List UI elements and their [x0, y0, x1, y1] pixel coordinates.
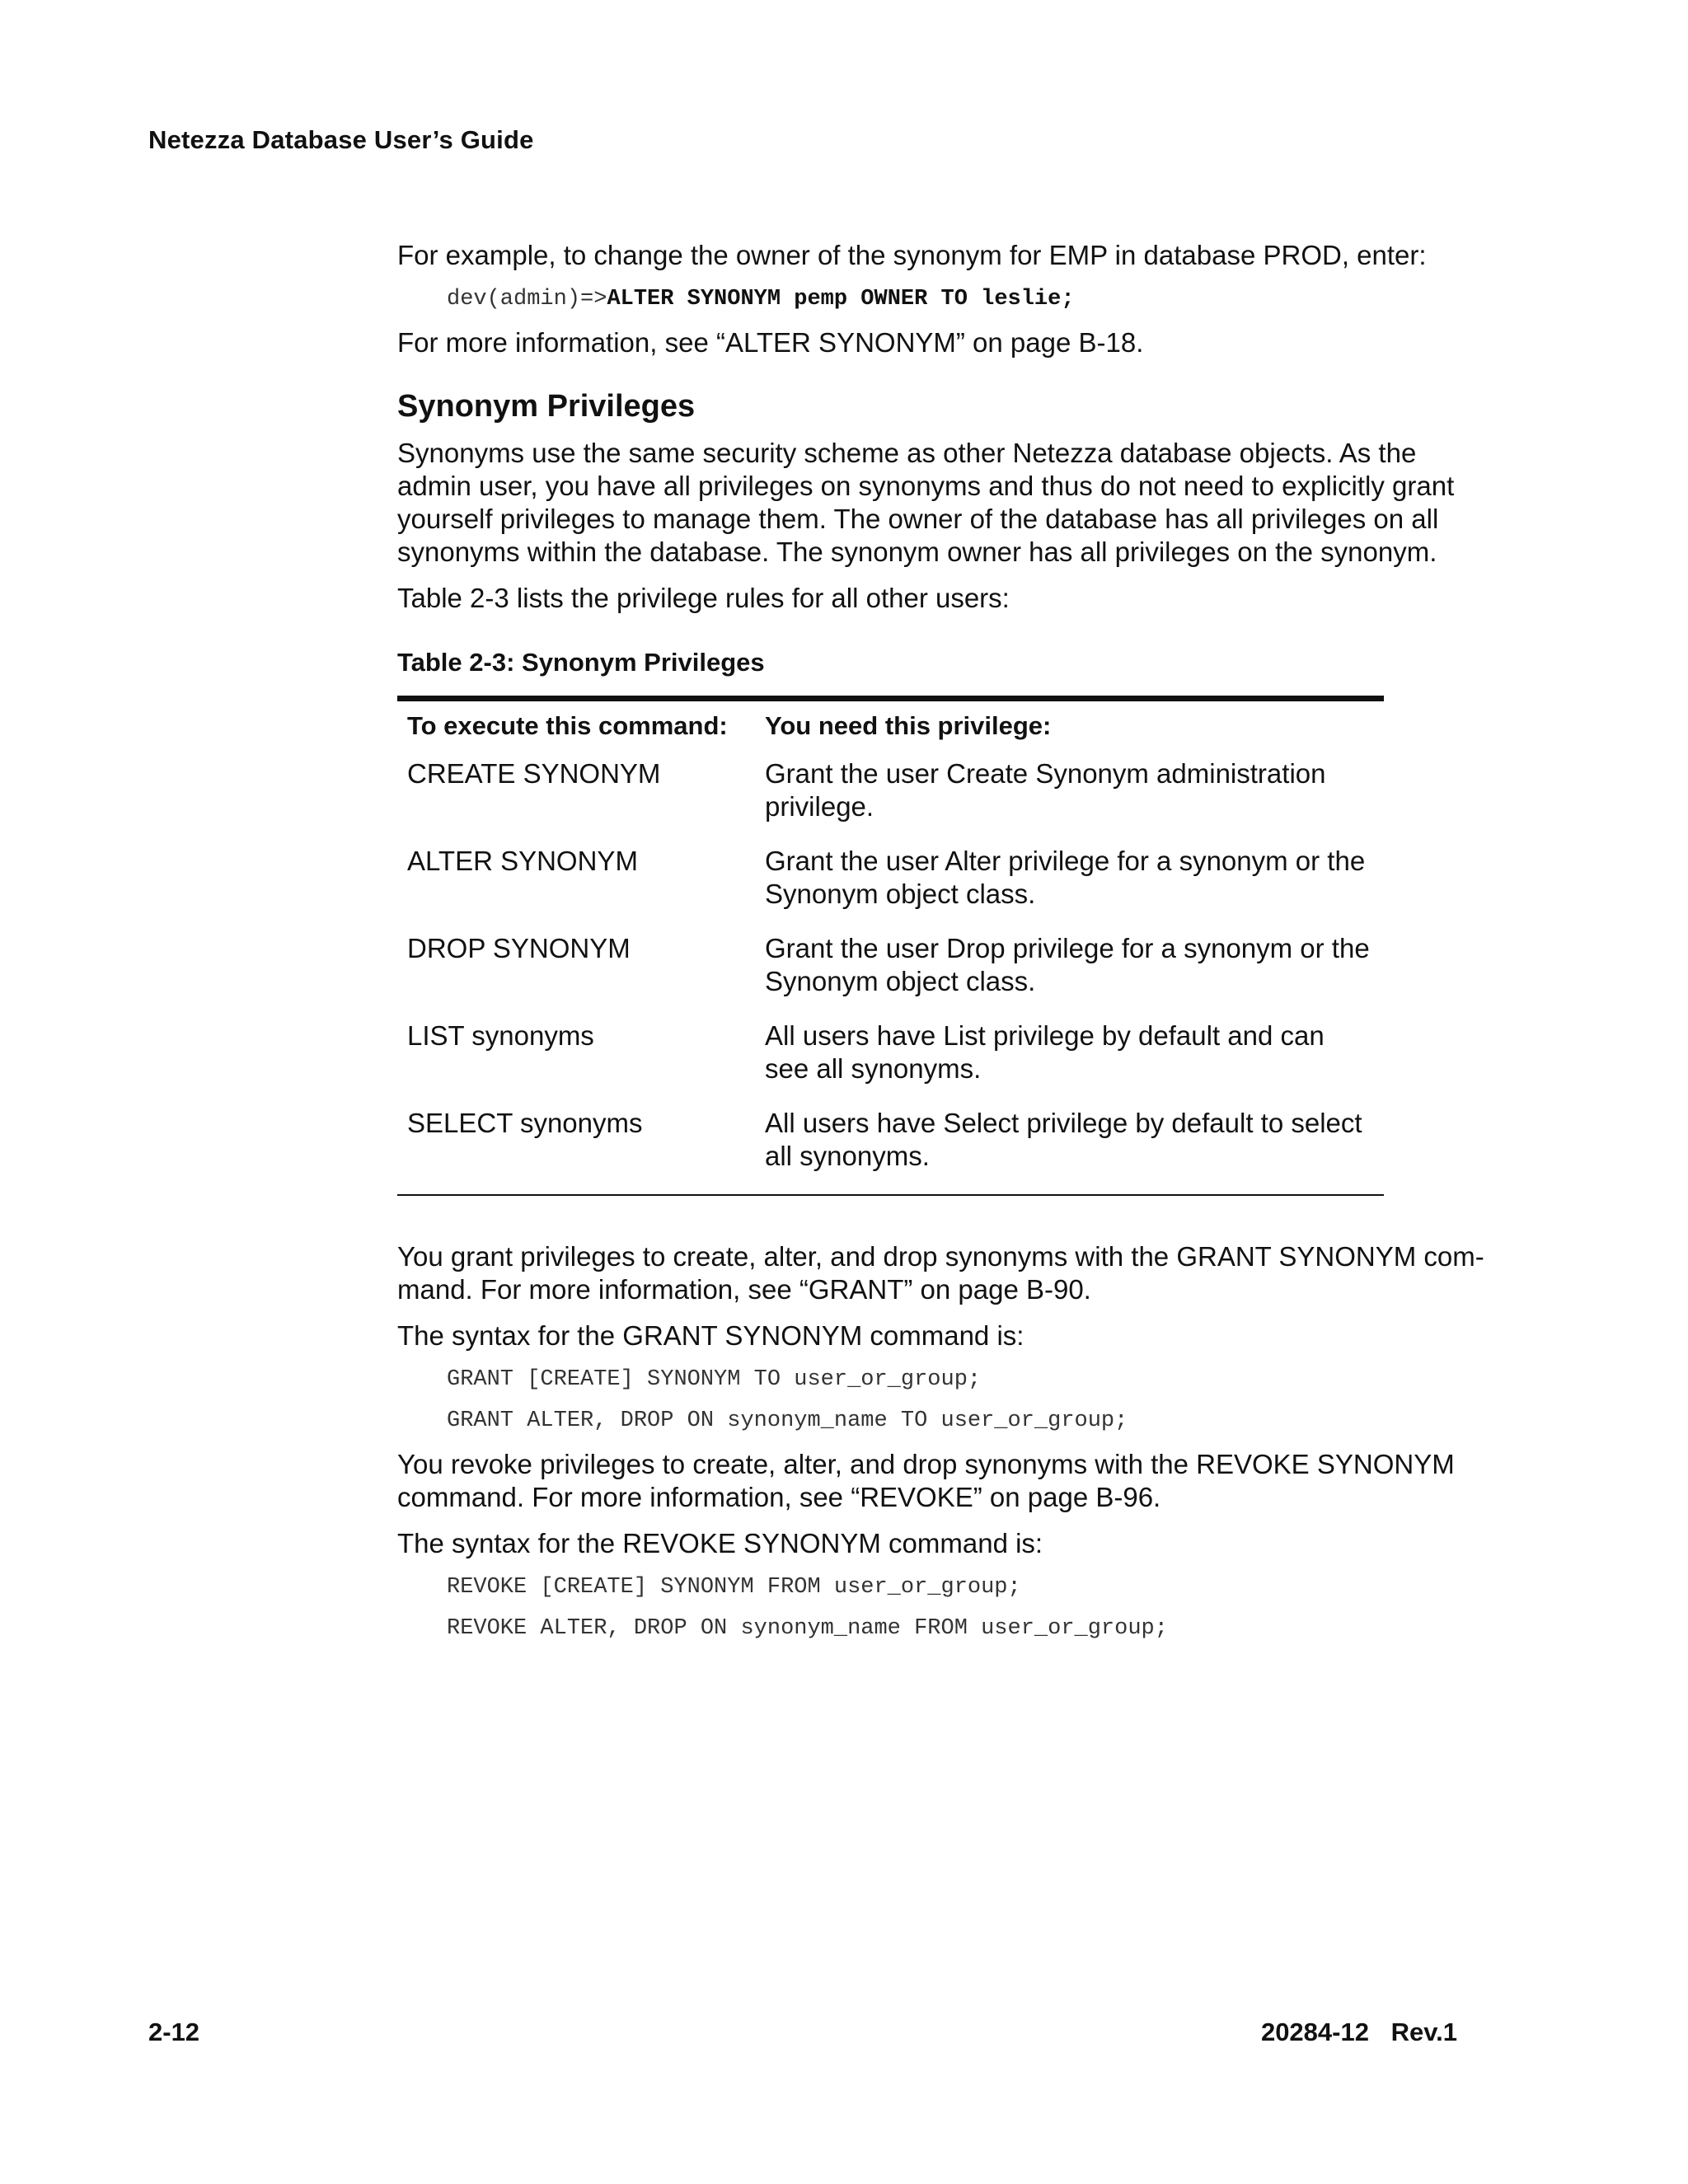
code-example-alter-owner — [447, 285, 1485, 313]
privilege-cell: All users have Select privilege by default to select all synonyms. — [765, 1108, 1362, 1171]
table-row — [397, 845, 1384, 932]
table-row — [397, 1107, 1384, 1195]
revoke-code-line-1: REVOKE [CREATE] SYNONYM FROM user_or_group; — [447, 1575, 1021, 1600]
code-command: ALTER SYNONYM pemp OWNER TO leslie; — [607, 287, 1075, 312]
table-header-row — [397, 699, 1384, 758]
revoke-syntax-intro: The syntax for the REVOKE SYNONYM command is: — [397, 1528, 1043, 1558]
command-cell: SELECT synonyms — [407, 1108, 643, 1138]
command-cell: DROP SYNONYM — [407, 933, 631, 963]
section-heading: Synonym Privileges — [397, 389, 696, 424]
table-row — [397, 1019, 1384, 1107]
grant-code-line-1: GRANT [CREATE] SYNONYM TO user_or_group; — [447, 1367, 982, 1392]
column-header-privilege: You need this privilege: — [765, 711, 1052, 740]
content-column — [397, 239, 1485, 1656]
command-cell: LIST synonyms — [407, 1020, 594, 1051]
grant-code-line-2: GRANT ALTER, DROP ON synonym_name TO user_or_group; — [447, 1408, 1128, 1433]
privileges-table — [397, 696, 1384, 1196]
code-prompt: dev(admin)=> — [447, 287, 607, 312]
privilege-cell: Grant the user Alter privilege for a synonym or the Synonym object class. — [765, 846, 1366, 909]
page-number: 2-12 — [148, 2018, 200, 2046]
privilege-cell: Grant the user Drop privilege for a synonym or the Synonym object class. — [765, 933, 1370, 996]
table-caption: Table 2-3: Synonym Privileges — [397, 648, 765, 677]
running-header: Netezza Database User’s Guide — [148, 125, 534, 154]
more-info-alter-paragraph: For more information, see “ALTER SYNONYM” on page B-18. — [397, 327, 1144, 358]
column-header-command: To execute this command: — [407, 711, 728, 740]
command-cell: CREATE SYNONYM — [407, 758, 661, 789]
revoke-paragraph: You revoke privileges to create, alter, and drop synonyms with the REVOKE SYNONYM command. For more information, see “REVOKE” on page B-96. — [397, 1449, 1455, 1512]
table-row — [397, 757, 1384, 845]
table-reference-paragraph: Table 2-3 lists the privilege rules for all other users: — [397, 583, 1010, 613]
grant-syntax-intro: The syntax for the GRANT SYNONYM command is: — [397, 1320, 1025, 1351]
intro-paragraph: For example, to change the owner of the synonym for EMP in database PROD, enter: — [397, 240, 1427, 270]
command-cell: ALTER SYNONYM — [407, 846, 638, 876]
grant-paragraph: You grant privileges to create, alter, and drop synonyms with the GRANT SYNONYM com-mand. For more information, see “GRANT” on page B-90. — [397, 1241, 1484, 1305]
privilege-cell: Grant the user Create Synonym administration privilege. — [765, 758, 1326, 822]
privilege-cell: All users have List privilege by default and can see all synonyms. — [765, 1020, 1325, 1084]
security-paragraph: Synonyms use the same security scheme as other Netezza database objects. As the admin user, you have all privileges on synonyms and thus do not need to explicitly grant yourself privileges to manage them. The owner of the database has all privileges on all synonyms within the database. The synonym owner has all privileges on the synonym. — [397, 438, 1455, 567]
revoke-code-line-2: REVOKE ALTER, DROP ON synonym_name FROM user_or_group; — [447, 1616, 1168, 1641]
table-row — [397, 932, 1384, 1019]
document-id: 20284-12 Rev.1 — [1260, 2018, 1457, 2046]
